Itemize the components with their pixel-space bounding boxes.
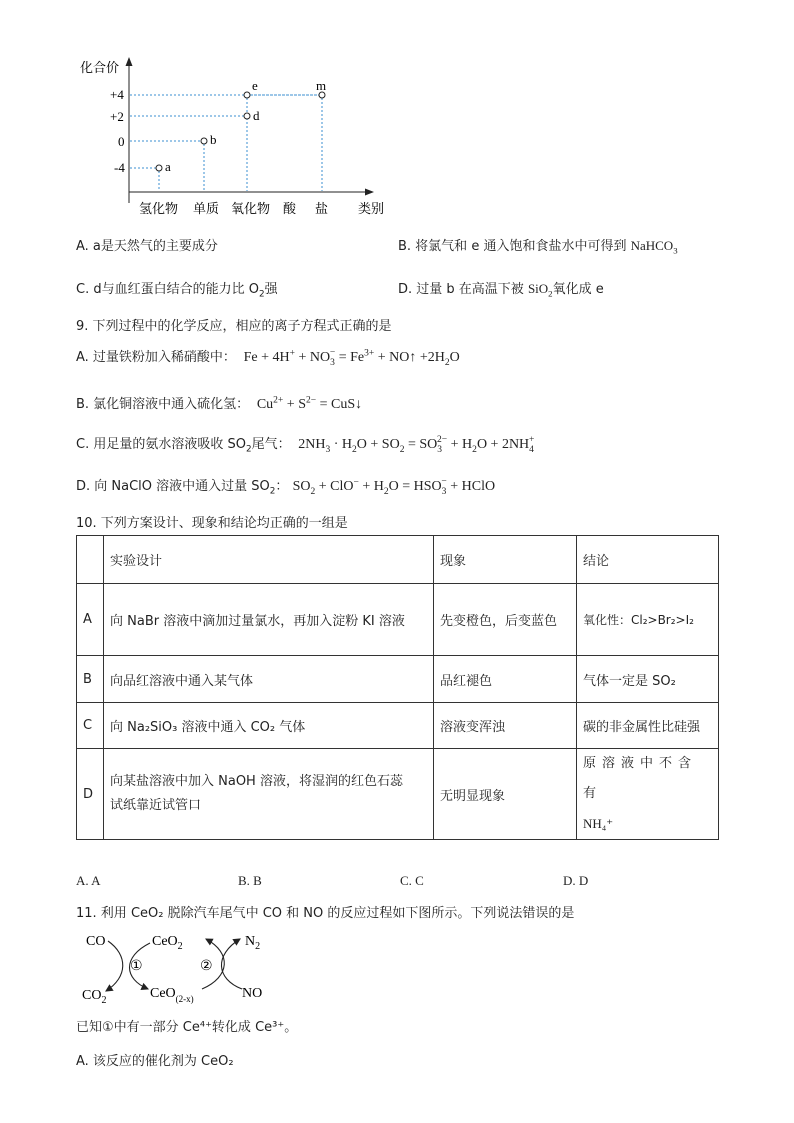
row-conclusion-line: NH₄⁺: [583, 816, 614, 831]
row-design-line: 试纸靠近试管口: [110, 798, 202, 813]
q9-option-b-label: B. 氯化铜溶液中通入硫化氢：: [76, 397, 250, 412]
row-design: [104, 749, 434, 840]
label-co2: [82, 988, 106, 1006]
q8-option-c: [76, 278, 278, 300]
label-n2-sub: 2: [255, 941, 261, 952]
row-conclusion: 气体一定是 SO₂: [577, 656, 719, 703]
q11-known: 已知①中有一部分 Ce⁴⁺转化成 Ce³⁺。: [76, 1020, 298, 1035]
row-id: D: [77, 749, 104, 840]
point-label-e: e: [252, 78, 258, 93]
q8-option-b: [398, 235, 678, 254]
row-phenomenon: 先变橙色，后变蓝色: [434, 584, 577, 656]
q10-stem: 10. 下列方案设计、现象和结论均正确的一组是: [76, 516, 348, 531]
q8-option-c-suffix: 强: [264, 282, 278, 297]
q8-option-b-formula: NaHCO: [630, 238, 674, 253]
x-axis-arrow: [365, 189, 374, 196]
y-tick-label: +2: [110, 109, 124, 124]
q9-option-b-equation: $Cu^{2+} + S^{2-}$ = CuS↓: [253, 395, 363, 412]
q8-option-a: A. a是天然气的主要成分: [76, 239, 218, 254]
q8-option-d-formula: SiO: [527, 281, 549, 296]
row-conclusion: [577, 749, 719, 840]
point-e: [244, 92, 250, 98]
row-id: C: [77, 703, 104, 749]
label-n2: [245, 934, 260, 952]
q10-option-b: B. B: [238, 873, 262, 888]
q8-option-b-text: B. 将氯气和 e 通入饱和食盐水中可得到: [398, 239, 627, 254]
label-n2-main: N: [245, 934, 256, 949]
arrow-co-to-co2: [106, 941, 123, 991]
q9-option-c-equation: $2NH_3 \cdot H_2O + SO_2 = SO_3^{2-} + H_2O + 2NH_4^+$: [294, 435, 535, 455]
point-d: [244, 113, 250, 119]
label-ceo2: [152, 934, 183, 952]
label-ceo2-main: CeO: [152, 934, 178, 949]
q11-stem: 11. 利用 CeO₂ 脱除汽车尾气中 CO 和 NO 的反应过程如下图所示。下列说法错误的是: [76, 906, 575, 921]
table-header-cell: [77, 536, 104, 584]
q9-option-c-label-end: 尾气：: [251, 437, 291, 452]
q10-table: [76, 535, 719, 840]
table-header-cell: 结论: [577, 536, 719, 584]
label-ceo2x: [150, 986, 194, 1004]
q8-option-c-text: C. d与血红蛋白结合的能力比 O: [76, 282, 259, 297]
valence-category-chart: [70, 55, 400, 220]
step-1-label: ①: [130, 958, 143, 974]
label-co2-sub: 2: [101, 995, 107, 1006]
label-no: NO: [242, 986, 263, 1001]
q8-option-d: [398, 278, 604, 297]
row-phenomenon: 无明显现象: [434, 749, 577, 840]
q8-option-d-sub: 2: [548, 288, 553, 299]
q10-option-c: C. C: [400, 873, 424, 888]
x-axis-label: 类别: [358, 202, 385, 217]
x-category-label: 氧化物: [231, 202, 271, 217]
q9-option-d-label: D. 向 NaClO 溶液中通入过量 SO: [76, 479, 270, 494]
row-phenomenon: 品红褪色: [434, 656, 577, 703]
y-tick-label: +4: [110, 87, 124, 102]
row-design: 向 NaBr 溶液中滴加过量氯水，再加入淀粉 KI 溶液: [104, 584, 434, 656]
q9-option-a-label: A. 过量铁粉加入稀硝酸中：: [76, 350, 236, 365]
q9-option-d-equation: $SO_2 + ClO^- + H_2O = HSO_3^-$ + HClO: [292, 477, 496, 497]
q9-option-a: [76, 346, 460, 366]
point-a: [156, 165, 162, 171]
row-id: A: [77, 584, 104, 656]
y-axis-label: 化合价: [80, 61, 120, 76]
row-design-line: 向某盐溶液中加入 NaOH 溶液，将湿润的红色石蕊: [110, 774, 403, 789]
q10-option-a: A. A: [76, 873, 101, 888]
q8-option-d-text: D. 过量 b 在高温下被: [398, 282, 524, 297]
y-tick-label: 0: [118, 134, 125, 149]
x-category-label: 盐: [315, 202, 329, 217]
ceo2-cycle-diagram: [80, 925, 280, 1010]
row-id: B: [77, 656, 104, 703]
q11-option-a: A. 该反应的催化剂为 CeO₂: [76, 1054, 234, 1069]
x-category-label: 酸: [283, 202, 297, 217]
q9-option-d: [76, 475, 495, 495]
x-category-label: 单质: [193, 202, 220, 217]
q8-option-b-sub: 3: [673, 245, 678, 256]
q9-option-d-label-end: ：: [275, 479, 289, 494]
label-ceo2x-sub: (2-x): [175, 994, 194, 1004]
table-row: [77, 584, 719, 656]
row-design: 向 Na₂SiO₃ 溶液中通入 CO₂ 气体: [104, 703, 434, 749]
row-phenomenon: 溶液变浑浊: [434, 703, 577, 749]
table-header-cell: 现象: [434, 536, 577, 584]
table-row: [77, 656, 719, 703]
point-label-a: a: [165, 159, 171, 174]
label-co2-main: CO: [82, 988, 102, 1003]
row-conclusion-line: 原溶液中不含有: [583, 756, 698, 801]
point-label-m: m: [316, 78, 327, 93]
q9-option-c-label-sub: 2: [245, 444, 252, 455]
q10-option-d: D. D: [563, 873, 589, 888]
q9-option-d-label-sub: 2: [269, 486, 276, 497]
label-co: CO: [86, 934, 106, 949]
step-2-label: ②: [200, 958, 213, 974]
q9-option-c-label: C. 用足量的氨水溶液吸收 SO: [76, 437, 246, 452]
table-header-cell: 实验设计: [104, 536, 434, 584]
q9-option-b: [76, 393, 362, 413]
table-row: [77, 703, 719, 749]
row-design: 向品红溶液中通入某气体: [104, 656, 434, 703]
point-label-b: b: [210, 132, 217, 147]
label-ceo2x-main: CeO: [150, 986, 176, 1001]
q9-stem: 9. 下列过程中的化学反应，相应的离子方程式正确的是: [76, 319, 392, 334]
point-b: [201, 138, 207, 144]
x-category-label: 氢化物: [139, 202, 179, 217]
table-row: [77, 749, 719, 840]
row-conclusion: 氧化性：Cl₂>Br₂>I₂: [577, 584, 719, 656]
q8-option-d-suffix: 氧化成 e: [552, 282, 604, 297]
q9-option-a-equation: $Fe + 4H^+ + NO_3^- = Fe^{3+}$ + NO↑ $+2H_2O$: [240, 348, 460, 368]
y-axis-arrow: [126, 57, 133, 66]
q8-option-c-sub: 2: [258, 289, 265, 300]
row-conclusion: 碳的非金属性比硅强: [577, 703, 719, 749]
table-header-row: [77, 536, 719, 584]
q9-option-c: [76, 433, 534, 453]
label-ceo2-sub: 2: [177, 941, 183, 952]
y-tick-label: -4: [114, 160, 125, 175]
point-label-d: d: [253, 108, 260, 123]
